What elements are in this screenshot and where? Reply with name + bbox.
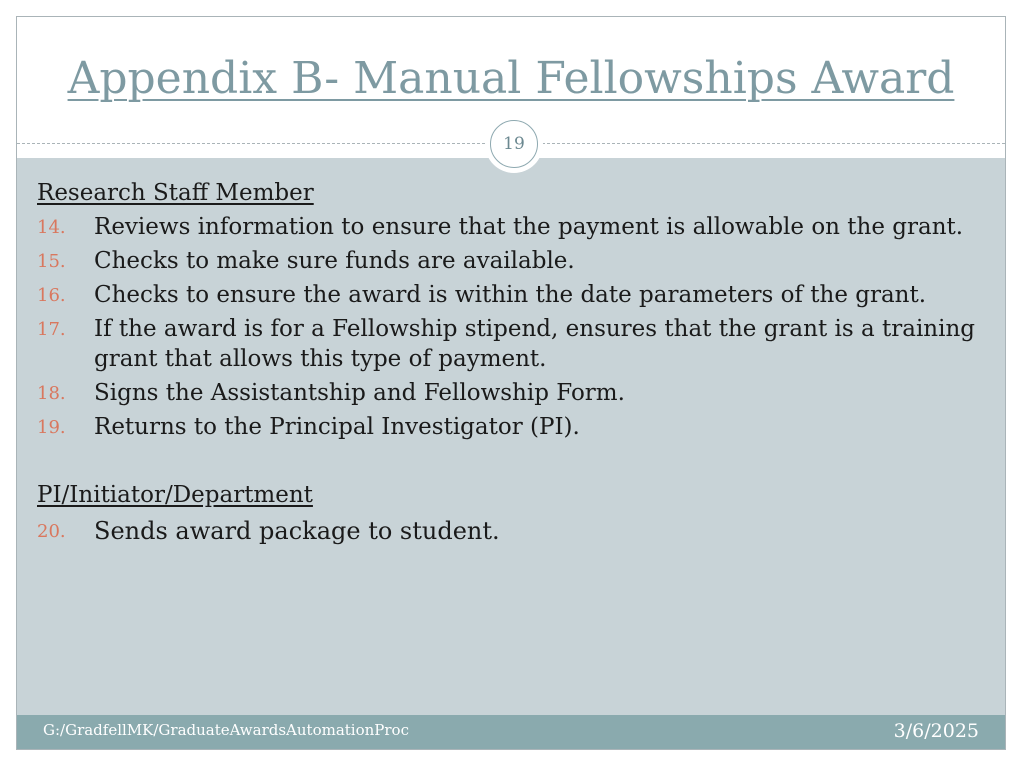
item-number: 20. (37, 521, 66, 542)
content (37, 178, 975, 546)
list-item (37, 280, 975, 310)
item-text: Sends award package to student. (94, 517, 500, 545)
list-item (37, 412, 975, 442)
list-item (37, 516, 975, 546)
page-number: 19 (490, 120, 538, 168)
footer-bar (17, 715, 1005, 749)
item-text: Returns to the Principal Investigator (PI). (94, 414, 580, 440)
section-heading-research-staff: Research Staff Member (37, 180, 314, 206)
list-item (37, 314, 975, 374)
slide (16, 16, 1006, 750)
item-text: Checks to make sure funds are available. (94, 248, 575, 274)
slide-title: Appendix B- Manual Fellowships Award (67, 53, 955, 104)
item-number: 15. (37, 251, 66, 272)
item-text: If the award is for a Fellowship stipend, ensures that the grant is a training grant that allows this type of payment. (94, 316, 976, 372)
pi-initiator-steps (37, 516, 975, 546)
item-number: 19. (37, 417, 66, 438)
list-item (37, 246, 975, 276)
list-item (37, 212, 975, 242)
item-text: Checks to ensure the award is within the date parameters of the grant. (94, 282, 927, 308)
section-heading-pi-initiator: PI/Initiator/Department (37, 482, 313, 508)
slide-body (17, 158, 1005, 715)
item-text: Reviews information to ensure that the payment is allowable on the grant. (94, 214, 964, 240)
item-number: 16. (37, 285, 66, 306)
item-number: 14. (37, 217, 66, 238)
page-number-badge (485, 115, 543, 173)
item-number: 17. (37, 319, 66, 340)
footer-file-path: G:/GradfellMK/GraduateAwardsAutomationProc (43, 721, 409, 739)
footer-date: 3/6/2025 (893, 720, 979, 742)
list-item (37, 378, 975, 408)
item-text: Signs the Assistantship and Fellowship Form. (94, 380, 625, 406)
research-staff-steps (37, 212, 975, 442)
item-number: 18. (37, 383, 66, 404)
